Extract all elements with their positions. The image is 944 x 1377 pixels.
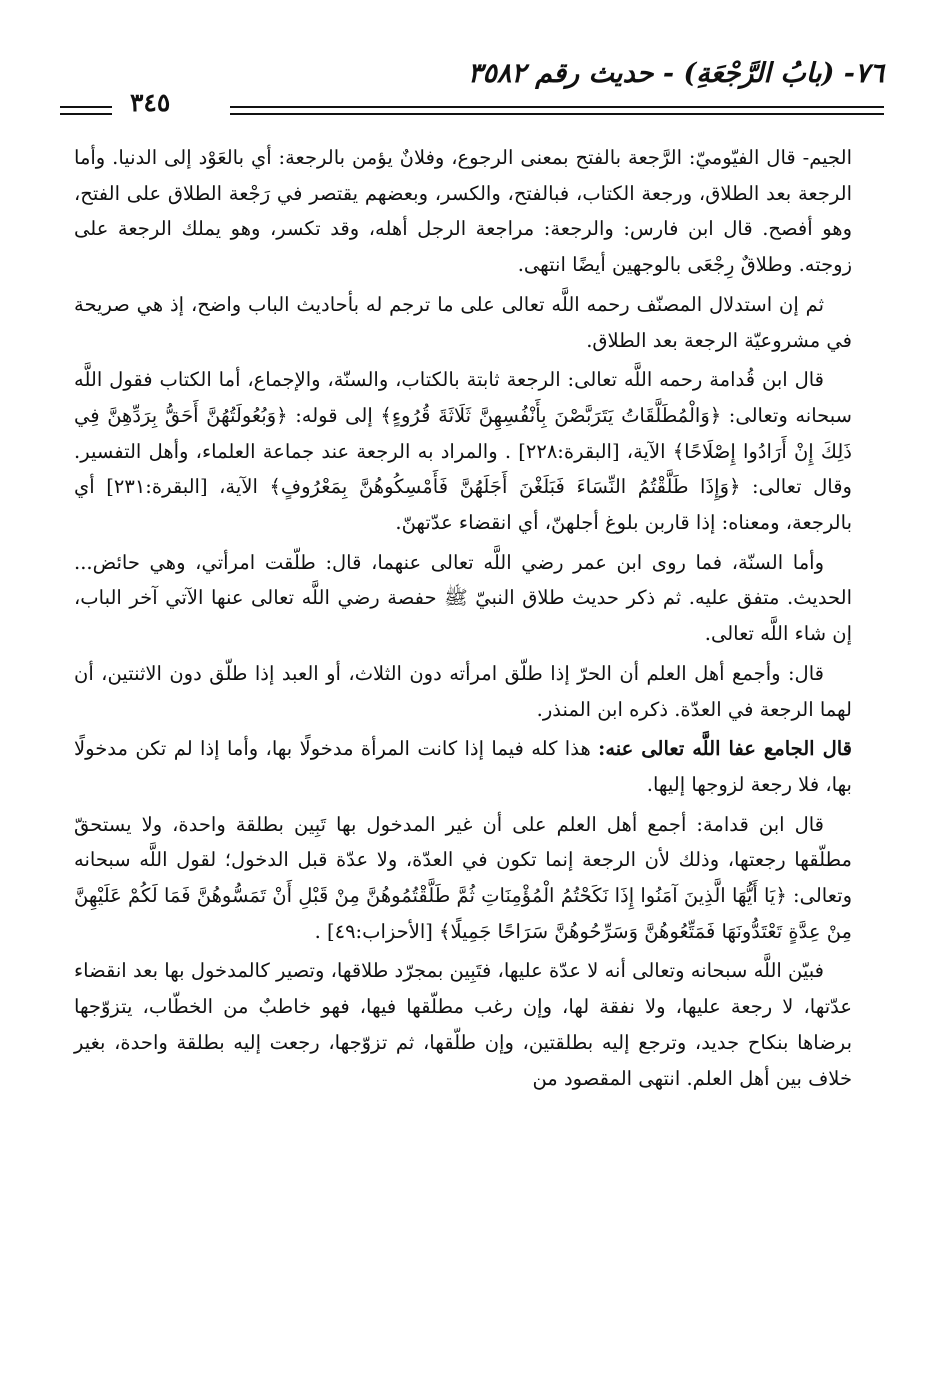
- author-note-lead: قال الجامع عفا اللَّه تعالى عنه:: [598, 737, 852, 761]
- paragraph: قال ابن قُدامة رحمه اللَّه تعالى: الرجعة ثابتة بالكتاب، والسنّة، والإجماع، أما الكتاب فقول اللَّه سبحانه وتعالى: ﴿وَالْمُطَلَّقَاتُ يَتَرَبَّصْنَ بِأَنْفُسِهِنَّ ثَلَاثَةَ قُرُوءٍ﴾ إلى قوله: ﴿وَبُعُولَتُهُنَّ أَحَقُّ بِرَدِّهِنَّ فِي ذَلِكَ إِنْ أَرَادُوا إِصْلَاحًا﴾ الآية، [البقرة:٢٢٨] . والمراد به الرجعة عند جماعة العلماء، وأهل التفسير. وقال تعالى: ﴿وَإِذَا طَلَّقْتُمُ النِّسَاءَ فَبَلَغْنَ أَجَلَهُنَّ فَأَمْسِكُوهُنَّ بِمَعْرُوفٍ﴾ الآية، [البقرة:٢٣١] أي بالرجعة، ومعناه: إذا قاربن بلوغ أجلهنّ، أي انقضاء عدّتهنّ.: [74, 368, 852, 535]
- page-number: ٣٤٥: [130, 88, 171, 117]
- paragraph: فبيّن اللَّه سبحانه وتعالى أنه لا عدّة عليها، فتَبِين بمجرّد طلاقها، وتصير كالمدخول بها بعد انقضاء عدّتها، لا رجعة عليها، ولا نفقة لها، وإن رغب مطلّقها فيها، فهو خاطبٌ من الخطّاب، يتزوّجها برضاها بنكاح جديد، وترجع إليه بطلقتين، وإن طلّقها، ثم تزوّجها، رجعت إليه بطلقة واحدة، بغير خلاف بين أهل العلم. انتهى المقصود من: [74, 959, 852, 1090]
- running-title: ٧٦- (بابُ الرَّجْعَةِ) - حديث رقم ٣٥٨٢: [467, 58, 884, 89]
- paragraph: قال ابن قدامة: أجمع أهل العلم على أن غير المدخول بها تَبِين بطلقة واحدة، ولا يستحقّ مطلّقها رجعتها، وذلك لأن الرجعة إنما تكون في العدّة، ولا عدّة قبل الدخول؛ لقول اللَّه سبحانه وتعالى: ﴿يَا أَيُّهَا الَّذِينَ آمَنُوا إِذَا نَكَحْتُمُ الْمُؤْمِنَاتِ ثُمَّ طَلَّقْتُمُوهُنَّ مِنْ قَبْلِ أَنْ تَمَسُّوهُنَّ فَمَا لَكُمْ عَلَيْهِنَّ مِنْ عِدَّةٍ تَعْتَدُّونَهَا فَمَتِّعُوهُنَّ وَسَرِّحُوهُنَّ سَرَاحًا جَمِيلًا﴾ [الأحزاب:٤٩] .: [74, 812, 852, 943]
- paragraph: قال: وأجمع أهل العلم أن الحرّ إذا طلّق امرأته دون الثلاث، أو العبد إذا طلّق دون الاثنتين، أن لهما الرجعة في العدّة. ذكره ابن المنذر.: [74, 661, 852, 721]
- paragraph: وأما السنّة، فما روى ابن عمر رضي اللَّه تعالى عنهما، قال: طلّقت امرأتي، وهي حائض... الحديث. متفق عليه. ثم ذكر حديث طلاق النبيّ ﷺ حفصة رضي اللَّه تعالى عنها الآتي آخر الباب، إن شاء اللَّه تعالى.: [74, 550, 852, 646]
- page-body: [74, 140, 852, 1100]
- paragraph: ثم إن استدلال المصنّف رحمه اللَّه تعالى على ما ترجم له بأحاديث الباب واضح، إذ هي صريحة في مشروعيّة الرجعة بعد الطلاق.: [74, 292, 852, 352]
- page-header: [60, 58, 884, 118]
- paragraph: الجيم- قال الفيّوميّ: الرَّجعة بالفتح بمعنى الرجوع، وفلانٌ يؤمن بالرجعة: أي بالعَوْد إلى الدنيا. وأما الرجعة بعد الطلاق، ورجعة الكتاب، فبالفتح، والكسر، وبعضهم يقتصر في رَجْعة الطلاق على الفتح، وهو أفصح. قال ابن فارس: والرجعة: مراجعة الرجل أهله، وقد تكسر، وهو يملك الرجعة على زوجته. وطلاقٌ رِجْعَى بالوجهين أيضًا انتهى.: [74, 146, 852, 277]
- paragraph: قال الجامع عفا اللَّه تعالى عنه: هذا كله فيما إذا كانت المرأة مدخولًا بها، وأما إذا لم تكن مدخولًا بها، فلا رجعة لزوجها إليها.: [74, 737, 852, 796]
